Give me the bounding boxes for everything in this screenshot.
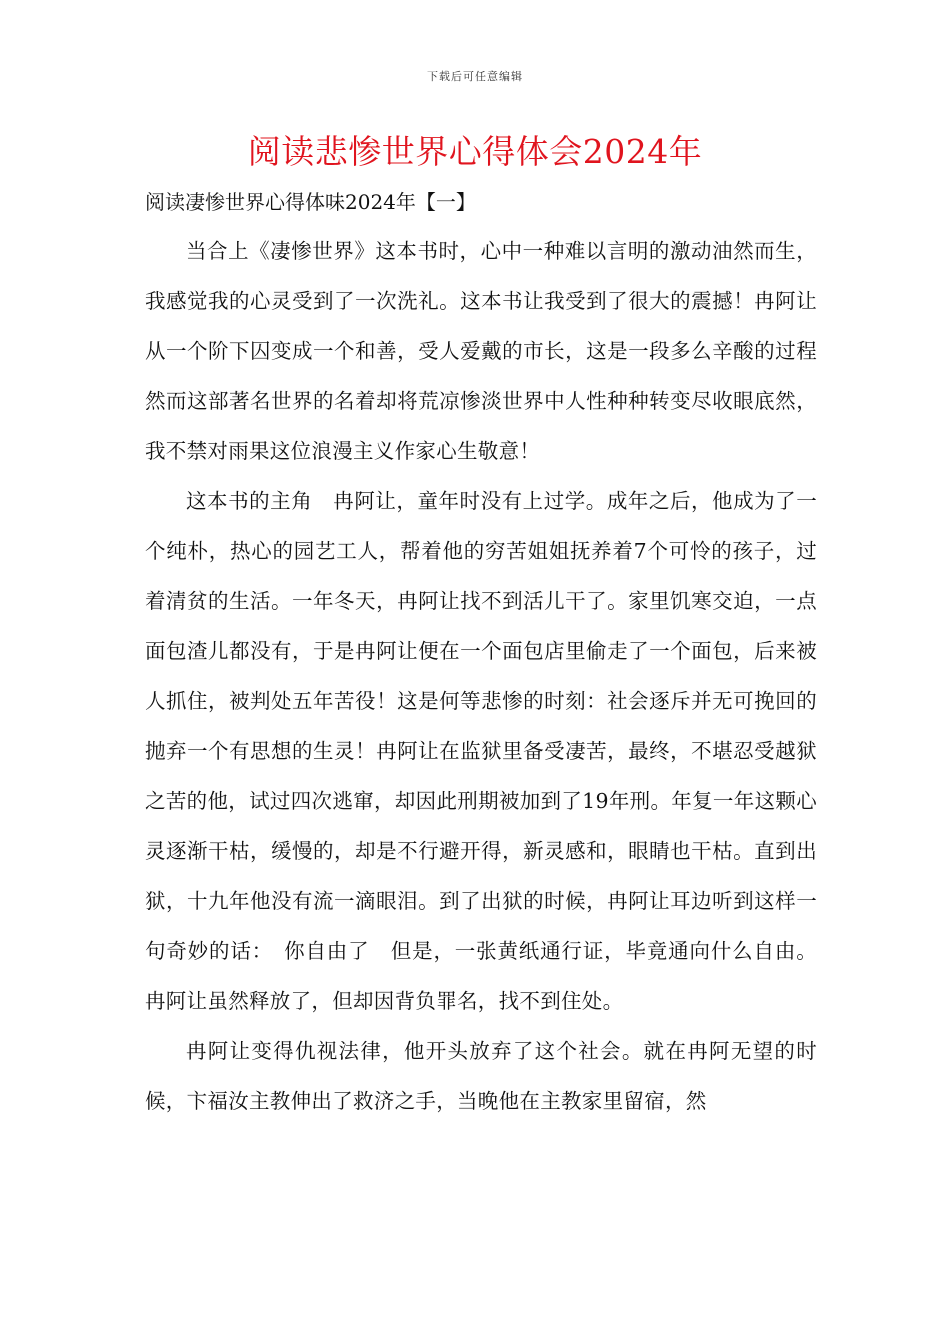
paragraph: 这本书的主角 冉阿让，童年时没有上过学。成年之后，他成为了一个纯朴，热心的园艺工人，帮着他的穷苦姐姐抚养着7个可怜的孩子，过着清贫的生活。一年冬天，冉阿让找不到活儿干了。家里饥寒交迫，一点面包渣儿都没有，于是冉阿让便在一个面包店里偷走了一个面包，后来被人抓住，被判处五年苦役！这是何等悲惨的时刻：社会逐斥并无可挽回的抛弃一个有思想的生灵！冉阿让在监狱里备受凄苦，最终，不堪忍受越狱之苦的他，试过四次逃窜，却因此刑期被加到了19年刑。年复一年这颗心灵逐渐干枯，缓慢的，却是不行避开得，新灵感和，眼睛也干枯。直到出狱，十九年他没有流一滴眼泪。到了出狱的时候，冉阿让耳边听到这样一句奇妙的话： 你自由了 但是，一张黄纸通行证，毕竟通向什么自由。冉阿让虽然释放了，但却因背负罪名，找不到住处。 — [145, 489, 817, 1013]
header-note: 下载后可任意编辑 — [427, 70, 523, 83]
paragraph: 当合上《凄惨世界》这本书时，心中一种难以言明的激动油然而生，我感觉我的心灵受到了一次洗礼。这本书让我受到了很大的震撼！冉阿让从一个阶下囚变成一个和善，受人爱戴的市长，这是一段多么辛酸的过程然而这部著名世界的名着却将荒凉惨淡世界中人性种种转变尽收眼底然，我不禁对雨果这位浪漫主义作家心生敬意！ — [145, 239, 817, 463]
paragraph: 冉阿让变得仇视法律，他开头放弃了这个社会。就在冉阿无望的时候，卞福汝主教伸出了救济之手，当晚他在主教家里留宿，然 — [145, 1039, 817, 1113]
document-title: 阅读悲惨世界心得体会2024年 — [247, 132, 703, 171]
section-heading: 阅读凄惨世界心得体味2024年【一】 — [145, 190, 476, 214]
document-body — [145, 226, 817, 1126]
